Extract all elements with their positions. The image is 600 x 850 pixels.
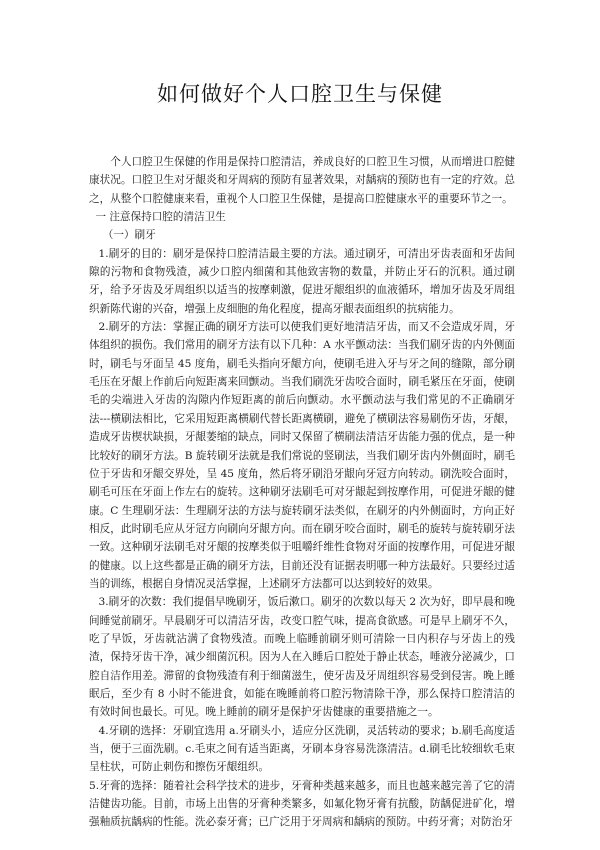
item-paragraph: 4.牙刷的选择：牙刷宜选用 a.牙刷头小，适应分区洗刷，灵活转动的要求；b.刷毛高度适当，便于三面洗刷。c.毛束之间有适当距离，牙刷本身容易洗涤清洁。d.刷毛比较细软毛束呈柱状，可防止刺伤和擦伤牙龈组织。: [89, 724, 515, 774]
subsection-heading: （一）刷牙: [102, 229, 156, 242]
intro-paragraph: 个人口腔卫生保健的作用是保持口腔清洁，养成良好的口腔卫生习惯，从而增进口腔健康状况。口腔卫生对牙龈炎和牙周病的预防有显著效果，对龋病的预防也有一定的疗效。总之，从整个口腔健康来看，重视个人口腔卫生保健，是提高口腔健康水平的重要环节之一。: [89, 156, 515, 205]
section-heading: 一 注意保持口腔的清洁卫生: [95, 211, 226, 224]
item-paragraph: 1.刷牙的目的：刷牙是保持口腔清洁最主要的方法。通过刷牙，可清出牙齿表面和牙齿间隙的污物和食物残渣，减少口腔内细菌和其他致害物的数量，并防止牙石的沉积。通过刷牙，给予牙齿及牙周组织以适当的按摩刺激，促进牙龈组织的血液循环，增加牙齿及牙周组织新陈代谢的兴奋，增强上皮细胞的角化程度，提高牙龈表面组织的抗病能力。: [89, 247, 515, 315]
item-paragraph: 3.刷牙的次数：我们提倡早晚刷牙，饭后漱口。刷牙的次数以每天 2 次为好，即早晨和晚间睡觉前刷牙。早晨刷牙可以清洁牙齿，改变口腔气味，提高食欲感。可是早上刷牙不久，吃了早饭，牙齿就沾满了食物残渣。而晚上临睡前刷牙则可清除一日内积存与牙齿上的残渣，保持牙齿干净，减少细菌沉积。因为人在入睡后口腔处于静止状态，唾液分泌减少，口腔自洁作用差。滞留的食物残渣有利于细菌滋生，使牙齿及牙周组织容易受到侵害。晚上睡眠后，至少有 8 小时不能进食，如能在晚睡前将口腔污物清除干净，那么保持口腔清洁的有效时间也最长。可见。晚上睡前的刷牙是保护牙齿健康的重要措施之一。: [89, 596, 515, 719]
document-body: [89, 153, 515, 832]
page-title: 如何做好个人口腔卫生与保健: [157, 82, 443, 106]
item-paragraph: 5.牙膏的选择：随着社会科学技术的进步，牙膏种类越来越多，而且也越来越完善了它的清洁健齿功能。目前，市场上出售的牙膏种类繁多，如氟化物牙膏有抗酸，防龋促进矿化，增强釉质抗龋病的性能。洗必泰牙膏；已广泛用于牙周病和龋病的预防。中药牙膏；对防治牙: [89, 779, 515, 829]
item-paragraph: 2.刷牙的方法：掌握正确的刷牙方法可以使我们更好地清洁牙齿，而又不会造成牙周，牙体组织的损伤。我们常用的刷牙方法有以下几种：A 水平颤动法：当我们刷牙齿的内外侧面时，刷毛与牙面呈 45 度角，刷毛头指向牙龈方向，使刷毛进入牙与牙之间的缝隙，部分刷毛压在牙龈上作前后向短距离来回颤动。当我们刷洗牙齿咬合面时，刷毛紧压在牙面，使刷毛的尖端进入牙齿的沟隙内作短距离的前后向颤动。水平颤动法与我们常见的不正确刷牙法---横刷法相比，它采用短距离横刷代替长距离横刷，避免了横刷法容易刷伤牙齿，牙龈，造成牙齿楔状缺损，牙龈萎缩的缺点，同时又保留了横刷法清洁牙齿能力强的优点，是一种比较好的刷牙方法。B 旋转刷牙法就是我们常说的竖刷法，当我们刷牙齿内外侧面时，刷毛位于牙齿和牙龈交界处，呈 45 度角，然后将牙刷沿牙龈向牙冠方向转动。刷洗咬合面时，刷毛可压在牙面上作左右的旋转。这种刷牙法刷毛可对牙龈起到按摩作用，可促进牙龈的健康。C 生理刷牙法：生理刷牙法的方法与旋转刷牙法类似，在刷牙的内外侧面时，方向正好相反，此时刷毛应从牙冠方向刷向牙龈方向。而在刷牙咬合面时，刷毛的旋转与旋转刷牙法一致。这种刷牙法刷毛对牙龈的按摩类似于咀嚼纤维性食物对牙面的按摩作用，可促进牙龈的健康。以上这些都是正确的刷牙方法，目前还没有证据表明哪一种方法最好。只要经过适当的训练，根据自身情况灵活掌握，上述刷牙方法都可以达到较好的效果。: [89, 321, 515, 590]
